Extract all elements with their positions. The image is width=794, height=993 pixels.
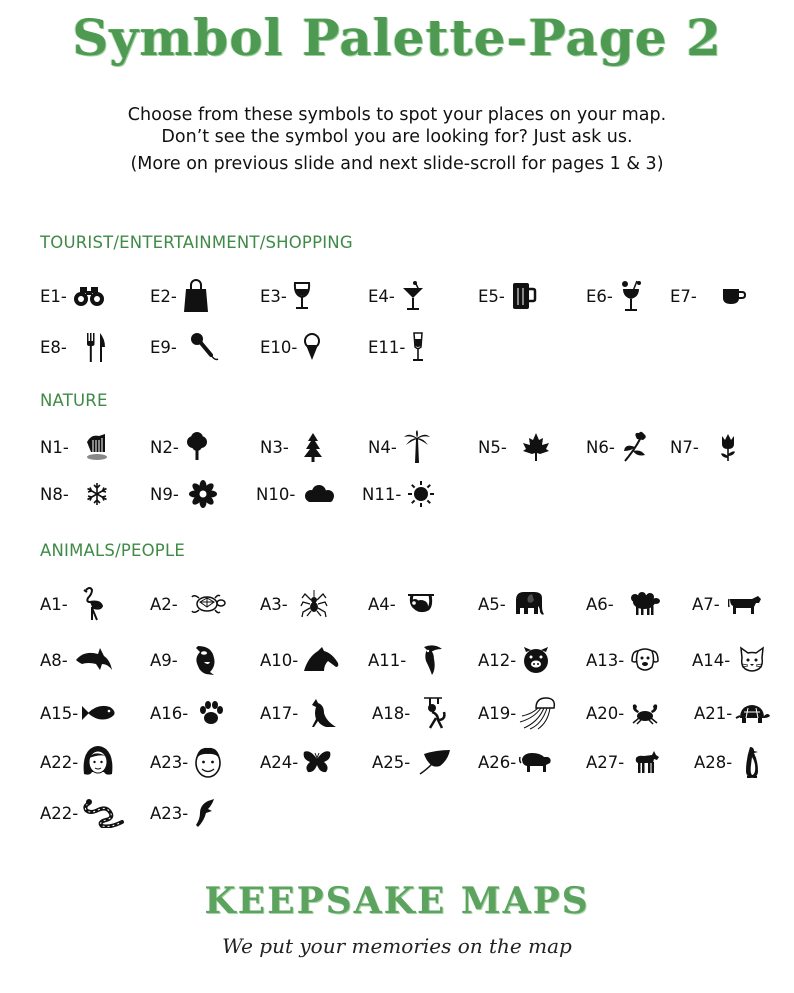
beer-mug-icon (511, 281, 537, 311)
symbol-item (368, 278, 425, 314)
symbol-code: N10- (256, 484, 296, 504)
symbol-code: E11- (368, 337, 406, 357)
sloth-icon (408, 591, 434, 617)
symbol-code: A13- (586, 650, 625, 670)
symbol-code: N5- (478, 437, 507, 457)
pig-face-icon (522, 646, 550, 674)
symbol-item (478, 429, 551, 465)
symbol-code: E1- (40, 286, 67, 306)
sun-icon (407, 480, 435, 508)
symbol-item (478, 744, 552, 780)
snake-icon (82, 798, 126, 828)
page-title: Symbol Palette-Page 2 (72, 8, 722, 67)
flower-icon (189, 480, 217, 508)
symbol-code: E4- (368, 286, 395, 306)
section-heading-nature: NATURE (40, 391, 108, 410)
symbol-item (150, 429, 209, 465)
symbol-item (372, 744, 452, 780)
symbol-item (586, 642, 660, 678)
symbol-code: A1- (40, 594, 68, 614)
symbol-code: N9- (150, 484, 179, 504)
symbol-item (260, 278, 311, 314)
waterfall-icon (85, 432, 109, 462)
man-face-icon (192, 745, 224, 779)
symbol-code: E9- (150, 337, 177, 357)
symbol-item (150, 744, 224, 780)
symbol-item (586, 586, 660, 622)
symbol-code: A4- (368, 594, 396, 614)
symbol-item (478, 695, 556, 731)
symbol-code: N3- (260, 437, 289, 457)
symbol-code: A6- (586, 594, 614, 614)
symbol-item (362, 476, 435, 512)
symbol-code: A17- (260, 703, 299, 723)
orca-icon (192, 644, 220, 676)
intro-line-1: Choose from these symbols to spot your places on your map. (127, 105, 667, 125)
symbol-item (150, 329, 219, 365)
symbol-code: A27- (586, 752, 625, 772)
stingray-icon (418, 748, 452, 776)
symbol-code: A23- (150, 803, 189, 823)
butterfly-icon (302, 749, 332, 775)
symbol-item (150, 795, 216, 831)
symbol-item (692, 586, 762, 622)
wine-glass-icon (293, 281, 311, 311)
symbol-item (368, 642, 444, 678)
tagline: We put your memories on the map (222, 934, 572, 958)
symbol-code: E3- (260, 286, 287, 306)
tulip-icon (719, 432, 737, 462)
binoculars-icon (73, 285, 105, 307)
coffee-cup-icon (721, 286, 747, 306)
symbol-code: A10- (260, 650, 299, 670)
maple-leaf-icon (521, 432, 551, 462)
symbol-item (368, 429, 431, 465)
cloud-icon (301, 484, 337, 504)
symbol-code: E5- (478, 286, 505, 306)
symbol-code: A28- (694, 752, 733, 772)
symbol-code: A18- (372, 703, 411, 723)
symbol-code: N1- (40, 437, 69, 457)
tropical-drink-icon (619, 279, 643, 313)
fish-icon (80, 703, 116, 723)
section-heading-animals: ANIMALS/PEOPLE (40, 541, 185, 560)
symbol-code: A24- (260, 752, 299, 772)
flamingo-icon (80, 586, 104, 622)
champagne-flute-icon (411, 331, 425, 363)
symbol-item (478, 642, 550, 678)
symbol-code: N8- (40, 484, 69, 504)
dog-face-icon (630, 645, 660, 675)
symbol-item (260, 329, 321, 365)
symbol-item (586, 695, 660, 731)
symbol-code: A15- (40, 703, 79, 723)
symbol-code: A9- (150, 650, 178, 670)
symbol-code: N2- (150, 437, 179, 457)
symbol-code: A22- (40, 752, 79, 772)
symbol-item (478, 586, 546, 622)
symbol-code: A3- (260, 594, 288, 614)
cat-face-icon (738, 646, 766, 674)
symbol-item (368, 329, 425, 365)
pine-tree-icon (303, 431, 323, 463)
symbol-code: A7- (692, 594, 720, 614)
sheep-icon (628, 592, 660, 616)
brand-logo: KEEPSAKE MAPS (204, 880, 590, 922)
symbol-code: E8- (40, 337, 67, 357)
symbol-item (256, 476, 337, 512)
horse-head-icon (302, 647, 340, 673)
intro-line-3: (More on previous slide and next slide-scroll for pages 1 & 3) (130, 154, 664, 174)
symbol-item (150, 278, 209, 314)
crab-icon (630, 701, 660, 725)
symbol-item (150, 586, 226, 622)
symbol-code: N11- (362, 484, 402, 504)
dolphin-icon (74, 646, 114, 674)
symbol-item (260, 586, 328, 622)
cow-icon (728, 593, 762, 615)
symbol-item (260, 642, 340, 678)
symbol-code: A20- (586, 703, 625, 723)
symbol-item (694, 744, 762, 780)
symbol-item (150, 642, 220, 678)
cocktail-icon (401, 280, 425, 312)
symbol-code: E7- (670, 286, 697, 306)
symbol-code: N4- (368, 437, 397, 457)
flower-branch-icon (621, 431, 649, 463)
symbol-code: A22- (40, 803, 79, 823)
symbol-code: E6- (586, 286, 613, 306)
fork-knife-icon (85, 331, 107, 363)
symbol-item (372, 695, 448, 731)
intro-line-2: Don’t see the symbol you are looking for? Just ask us. (161, 127, 633, 147)
symbol-item (260, 695, 338, 731)
spider-icon (300, 590, 328, 618)
goat-icon (632, 749, 660, 775)
symbol-item (40, 278, 105, 314)
symbol-item (40, 795, 126, 831)
symbol-item (40, 744, 116, 780)
kangaroo-icon (308, 697, 338, 729)
symbol-code: A23- (150, 752, 189, 772)
symbol-code: A11- (368, 650, 407, 670)
symbol-item (368, 586, 434, 622)
symbol-item (670, 278, 747, 314)
paw-print-icon (198, 700, 224, 726)
snowflake-icon (85, 482, 109, 506)
symbol-item (40, 429, 109, 465)
symbol-code: A2- (150, 594, 178, 614)
symbol-item (40, 329, 107, 365)
symbol-code: A16- (150, 703, 189, 723)
symbol-item (40, 476, 109, 512)
symbol-code: A8- (40, 650, 68, 670)
section-heading-tourist: TOURIST/ENTERTAINMENT/SHOPPING (40, 233, 353, 252)
jellyfish-icon (518, 696, 556, 730)
turtle-icon (190, 592, 226, 616)
woman-face-icon (80, 744, 116, 780)
bison-icon (518, 751, 552, 773)
symbol-code: N6- (586, 437, 615, 457)
symbol-item (150, 476, 217, 512)
symbol-code: A21- (694, 703, 733, 723)
ice-cream-icon (303, 332, 321, 362)
symbol-code: A19- (478, 703, 517, 723)
tree-icon (185, 432, 209, 462)
eagle-icon (194, 797, 216, 829)
monkey-icon (422, 696, 448, 730)
symbol-code: N7- (670, 437, 699, 457)
penguin-icon (742, 745, 762, 779)
symbol-item (692, 642, 766, 678)
symbol-code: A25- (372, 752, 411, 772)
symbol-item (586, 429, 649, 465)
symbol-item (478, 278, 537, 314)
symbol-item (40, 695, 116, 731)
symbol-item (586, 744, 660, 780)
symbol-item (670, 429, 737, 465)
symbol-code: A5- (478, 594, 506, 614)
symbol-code: A26- (478, 752, 517, 772)
tortoise-icon (734, 702, 770, 724)
symbol-code: A12- (478, 650, 517, 670)
symbol-item (694, 695, 770, 731)
symbol-item (260, 744, 332, 780)
palm-tree-icon (403, 430, 431, 464)
symbol-code: E2- (150, 286, 177, 306)
symbol-item (260, 429, 323, 465)
microphone-icon (189, 331, 219, 363)
symbol-item (150, 695, 224, 731)
symbol-item (40, 642, 114, 678)
elephant-icon (512, 590, 546, 618)
symbol-code: E10- (260, 337, 298, 357)
symbol-item (40, 586, 104, 622)
symbol-item (586, 278, 643, 314)
shopping-bag-icon (183, 279, 209, 313)
symbol-code: A14- (692, 650, 731, 670)
toucan-icon (420, 643, 444, 677)
